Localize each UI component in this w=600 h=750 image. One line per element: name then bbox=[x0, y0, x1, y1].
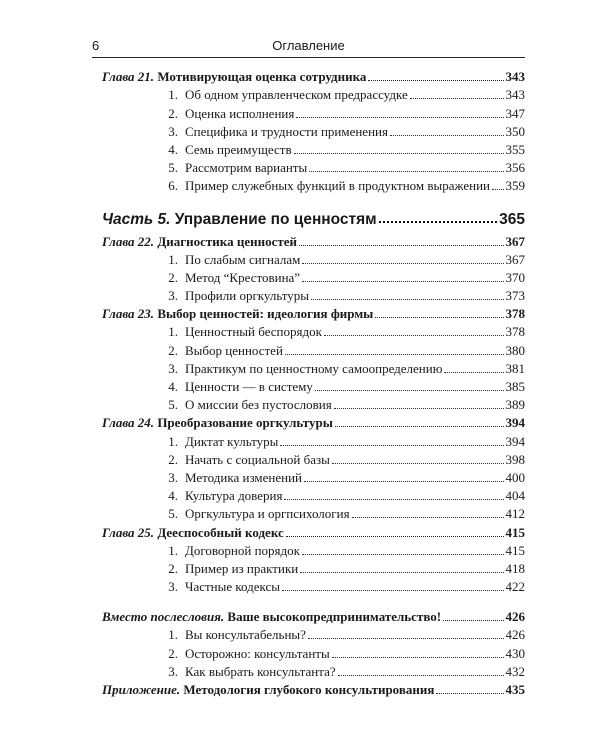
toc-section-row[interactable] bbox=[102, 642, 525, 660]
toc-section-number: 2. bbox=[168, 645, 178, 661]
toc-section-row[interactable] bbox=[102, 285, 525, 303]
toc-section-number: 1. bbox=[168, 627, 178, 643]
toc-section-title: О миссии без пустословия bbox=[185, 397, 332, 413]
toc-page-number: 370 bbox=[505, 269, 525, 285]
toc-page-number: 355 bbox=[505, 141, 525, 157]
dot-leader bbox=[443, 620, 503, 621]
toc-section-number: 1. bbox=[168, 87, 178, 103]
toc-chapter-row[interactable] bbox=[102, 606, 525, 624]
toc-entry-label bbox=[162, 178, 490, 193]
dot-leader bbox=[444, 372, 503, 373]
toc-entry-label bbox=[162, 324, 322, 339]
toc-section-number: 3. bbox=[168, 579, 178, 595]
toc-section-number: 5. bbox=[168, 160, 178, 176]
toc-section-row[interactable] bbox=[102, 540, 525, 558]
toc-section-number: 2. bbox=[168, 451, 178, 467]
toc-page-number: 418 bbox=[505, 560, 525, 576]
toc-entry-label bbox=[162, 270, 300, 285]
dot-leader bbox=[280, 445, 503, 446]
toc-section-row[interactable] bbox=[102, 321, 525, 339]
toc-page-number: 347 bbox=[505, 105, 525, 121]
toc-section-title: По слабым сигналам bbox=[185, 251, 301, 267]
toc-section-number: 5. bbox=[168, 506, 178, 522]
toc-entry-label bbox=[162, 488, 282, 503]
toc-section-title: Метод “Крестовина” bbox=[185, 269, 301, 285]
toc-entry-label bbox=[102, 682, 434, 697]
toc-entry-label bbox=[162, 434, 278, 449]
toc-entry-label bbox=[162, 506, 350, 521]
dot-leader bbox=[436, 693, 503, 694]
toc-page-number: 422 bbox=[505, 579, 525, 595]
toc-entry-label bbox=[162, 142, 292, 157]
toc-section-row[interactable] bbox=[102, 157, 525, 175]
toc-page-number: 389 bbox=[505, 397, 525, 413]
toc-entry-label bbox=[102, 415, 333, 430]
toc-entry-label bbox=[102, 525, 284, 540]
page-header bbox=[92, 38, 525, 58]
toc-section-title: Об одном управленческом предрассудке bbox=[185, 87, 408, 103]
toc-section-number: 4. bbox=[168, 488, 178, 504]
toc-entry-label bbox=[162, 343, 283, 358]
toc-section-row[interactable] bbox=[102, 503, 525, 521]
toc-section-row[interactable] bbox=[102, 394, 525, 412]
dot-leader bbox=[335, 426, 504, 427]
toc-section-number: 1. bbox=[168, 542, 178, 558]
toc-part-row[interactable] bbox=[102, 197, 525, 227]
toc-section-number: 5. bbox=[168, 397, 178, 413]
toc-chapter-prefix: Глава 21. bbox=[102, 69, 155, 85]
toc-page-number: 373 bbox=[505, 288, 525, 304]
toc-page-number: 343 bbox=[505, 87, 525, 103]
toc-entry-label bbox=[102, 306, 373, 321]
dot-leader bbox=[300, 572, 503, 573]
dot-leader bbox=[302, 281, 503, 282]
dot-leader bbox=[334, 408, 504, 409]
toc-section-title: Рассмотрим варианты bbox=[185, 160, 308, 176]
toc-section-title: Ценности — в систему bbox=[185, 379, 313, 394]
toc-chapter-title: Мотивирующая оценка сотрудника bbox=[157, 69, 367, 85]
toc-entry-label bbox=[102, 212, 377, 227]
toc-section-title: Специфика и трудности применения bbox=[185, 123, 388, 139]
toc-page-number: 415 bbox=[505, 542, 525, 558]
toc-entry-label bbox=[162, 106, 294, 121]
toc-section-number: 2. bbox=[168, 269, 178, 285]
toc-page-number: 343 bbox=[505, 69, 525, 85]
toc-entry-label bbox=[162, 87, 408, 102]
toc-entry-label bbox=[162, 470, 302, 485]
toc-section-number: 3. bbox=[168, 288, 178, 304]
toc-section-title: Методика изменений bbox=[185, 469, 303, 485]
toc-entry-label bbox=[102, 69, 366, 84]
toc-part-title: Управление по ценностям bbox=[174, 211, 377, 229]
toc-entry-label bbox=[162, 379, 313, 394]
toc-chapter-prefix: Глава 24. bbox=[102, 415, 155, 431]
toc-section-title: Культура доверия bbox=[185, 488, 283, 504]
toc-page-number: 435 bbox=[505, 682, 525, 697]
toc-entry-label bbox=[162, 124, 388, 139]
toc-entry-label bbox=[162, 646, 330, 661]
toc-section-title: Начать с социальной базы bbox=[185, 451, 330, 467]
toc-chapter-row[interactable] bbox=[102, 66, 525, 84]
toc-page-number: 356 bbox=[505, 160, 525, 176]
dot-leader bbox=[315, 390, 504, 391]
dot-leader bbox=[285, 354, 504, 355]
toc-chapter-row[interactable] bbox=[102, 412, 525, 430]
toc-chapter-title: Дееспособный кодекс bbox=[157, 524, 284, 540]
toc-entry-label bbox=[162, 543, 300, 558]
toc-page-number: 415 bbox=[505, 524, 525, 540]
toc-section-number: 4. bbox=[168, 141, 178, 157]
toc-entry-label bbox=[162, 452, 330, 467]
running-title: Оглавление bbox=[272, 38, 345, 53]
dot-leader bbox=[284, 499, 503, 500]
toc-section-row[interactable] bbox=[102, 485, 525, 503]
toc-section-number: 2. bbox=[168, 342, 178, 358]
dot-leader bbox=[338, 675, 504, 676]
dot-leader bbox=[296, 117, 503, 118]
toc-chapter-row[interactable] bbox=[102, 230, 525, 248]
toc-entry-label bbox=[162, 627, 306, 642]
toc-section-row[interactable] bbox=[102, 576, 525, 594]
toc-section-number: 2. bbox=[168, 560, 178, 576]
toc-section-title: Оценка исполнения bbox=[185, 105, 295, 121]
toc-chapter-title: Методология глубокого консультирования bbox=[183, 682, 435, 697]
dot-leader bbox=[410, 98, 504, 99]
toc-section-title: Диктат культуры bbox=[185, 433, 279, 449]
header-rule bbox=[92, 57, 525, 58]
toc-page-number: 365 bbox=[499, 211, 525, 229]
toc-section-title: Семь преимуществ bbox=[185, 141, 292, 157]
toc-part-prefix: Часть 5. bbox=[102, 211, 171, 229]
toc-section-title: Практикум по ценностному самоопределению bbox=[185, 360, 443, 376]
toc-page-number: 404 bbox=[505, 488, 525, 504]
toc-page-number: 430 bbox=[505, 645, 525, 661]
toc-entry-label bbox=[162, 160, 307, 175]
toc-section-title: Профили оргкультуры bbox=[185, 288, 310, 304]
toc-page-number: 412 bbox=[505, 506, 525, 522]
toc-page-number: 367 bbox=[505, 233, 525, 249]
toc-page-number: 394 bbox=[505, 415, 525, 431]
toc-section-title: Вы консультабельны? bbox=[185, 627, 306, 643]
toc-section-number: 4. bbox=[168, 379, 178, 394]
toc-section-number: 2. bbox=[168, 105, 178, 121]
toc-section-title: Пример из практики bbox=[185, 560, 299, 576]
table-of-contents bbox=[102, 66, 525, 697]
page-number: 6 bbox=[92, 38, 100, 53]
toc-section-row[interactable] bbox=[102, 661, 525, 679]
toc-section-row[interactable] bbox=[102, 449, 525, 467]
toc-chapter-title: Выбор ценностей: идеология фирмы bbox=[157, 306, 374, 322]
toc-section-row[interactable] bbox=[102, 467, 525, 485]
toc-section-row[interactable] bbox=[102, 139, 525, 157]
dot-leader bbox=[332, 463, 504, 464]
toc-section-title: Осторожно: консультанты bbox=[185, 645, 330, 661]
toc-page-number: 385 bbox=[505, 379, 525, 394]
toc-page-number: 394 bbox=[505, 433, 525, 449]
toc-section-row[interactable] bbox=[102, 558, 525, 576]
toc-section-row[interactable] bbox=[102, 430, 525, 448]
toc-section-title: Частные кодексы bbox=[185, 579, 281, 595]
toc-chapter-prefix: Глава 25. bbox=[102, 524, 155, 540]
toc-section-row[interactable] bbox=[102, 84, 525, 102]
toc-entry-label bbox=[162, 664, 336, 679]
toc-chapter-prefix: Вместо послесловия. bbox=[102, 609, 225, 625]
dot-leader bbox=[299, 245, 504, 246]
dot-leader bbox=[492, 189, 504, 190]
dot-leader bbox=[309, 171, 503, 172]
dot-leader bbox=[282, 590, 503, 591]
dot-leader bbox=[308, 638, 504, 639]
toc-page-number: 398 bbox=[505, 451, 525, 467]
toc-section-number: 6. bbox=[168, 178, 178, 194]
toc-chapter-prefix: Глава 22. bbox=[102, 233, 155, 249]
toc-chapter-prefix: Глава 23. bbox=[102, 306, 155, 322]
toc-section-title: Пример служебных функций в продуктном выражении bbox=[185, 178, 490, 194]
toc-chapter-title: Ваше высокопредпринимательство! bbox=[227, 609, 442, 625]
toc-page-number: 381 bbox=[505, 360, 525, 376]
toc-entry-label bbox=[162, 397, 332, 412]
toc-entry-label bbox=[102, 609, 441, 624]
dot-leader bbox=[304, 481, 503, 482]
toc-section-title: Выбор ценностей bbox=[185, 342, 283, 358]
toc-entry-label bbox=[162, 561, 298, 576]
toc-chapter-prefix: Приложение. bbox=[102, 682, 181, 697]
toc-page-number: 426 bbox=[505, 627, 525, 643]
toc-page-number: 378 bbox=[505, 306, 525, 322]
toc-section-row[interactable] bbox=[102, 249, 525, 267]
dot-leader bbox=[302, 263, 503, 264]
toc-chapter-row[interactable] bbox=[102, 303, 525, 321]
toc-chapter-title: Диагностика ценностей bbox=[157, 233, 297, 249]
dot-leader bbox=[352, 517, 504, 518]
toc-page-number: 350 bbox=[505, 123, 525, 139]
toc-chapter-row[interactable] bbox=[102, 679, 525, 697]
toc-page-number: 359 bbox=[505, 178, 525, 194]
dot-leader bbox=[332, 657, 504, 658]
toc-section-number: 3. bbox=[168, 663, 178, 679]
toc-section-title: Оргкультура и оргпсихология bbox=[185, 506, 350, 522]
toc-section-number: 1. bbox=[168, 433, 178, 449]
dot-leader bbox=[311, 299, 503, 300]
dot-leader bbox=[286, 536, 504, 537]
toc-section-row[interactable] bbox=[102, 267, 525, 285]
toc-entry-label bbox=[162, 579, 280, 594]
toc-chapter-row[interactable] bbox=[102, 521, 525, 539]
toc-entry-label bbox=[162, 288, 309, 303]
toc-section-row[interactable] bbox=[102, 121, 525, 139]
toc-section-number: 1. bbox=[168, 251, 178, 267]
dot-leader bbox=[302, 554, 504, 555]
toc-page-number: 432 bbox=[505, 663, 525, 679]
dot-leader bbox=[324, 335, 504, 336]
toc-entry-label bbox=[102, 234, 297, 249]
toc-page-number: 380 bbox=[505, 342, 525, 358]
toc-page-number: 367 bbox=[505, 251, 525, 267]
toc-chapter-title: Преобразование оргкультуры bbox=[157, 415, 333, 431]
toc-section-row[interactable] bbox=[102, 175, 525, 193]
toc-section-number: 3. bbox=[168, 360, 178, 376]
toc-section-row[interactable] bbox=[102, 624, 525, 642]
toc-section-number: 1. bbox=[168, 324, 178, 340]
toc-section-number: 3. bbox=[168, 123, 178, 139]
dot-leader bbox=[294, 153, 504, 154]
toc-gap bbox=[102, 594, 525, 606]
toc-entry-label bbox=[162, 361, 442, 376]
toc-section-row[interactable] bbox=[102, 339, 525, 357]
toc-section-row[interactable] bbox=[102, 358, 525, 376]
toc-section-row[interactable] bbox=[102, 376, 525, 394]
toc-page-number: 400 bbox=[505, 469, 525, 485]
dot-leader bbox=[368, 80, 503, 81]
toc-section-row[interactable] bbox=[102, 102, 525, 120]
toc-section-number: 3. bbox=[168, 469, 178, 485]
toc-entry-label bbox=[162, 252, 300, 267]
dot-leader bbox=[390, 135, 504, 136]
toc-page-number: 378 bbox=[505, 324, 525, 340]
toc-section-title: Ценностный беспорядок bbox=[185, 324, 322, 340]
toc-section-title: Как выбрать консультанта? bbox=[185, 663, 336, 679]
toc-page-number: 426 bbox=[505, 609, 525, 625]
toc-section-title: Договорной порядок bbox=[185, 542, 300, 558]
dot-leader bbox=[375, 317, 503, 318]
dot-leader bbox=[379, 221, 497, 223]
